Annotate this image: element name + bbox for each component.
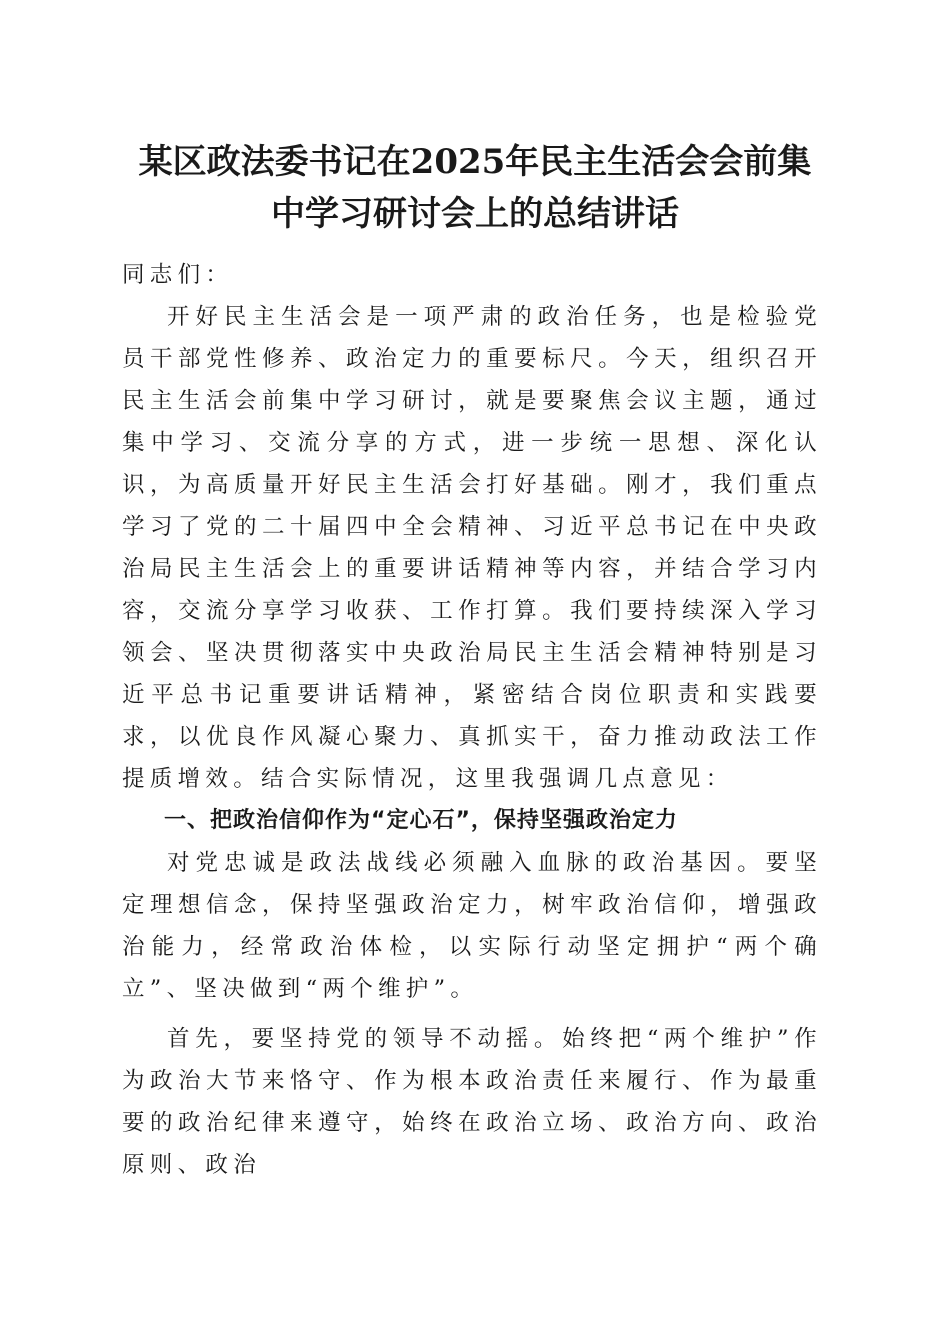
salutation: 同志们： [122, 262, 234, 288]
section-heading-1: 一、把政治信仰作为“定心石”，保持坚强政治定力 [164, 808, 678, 833]
title-line-2: 中学习研讨会上的总结讲话 [271, 194, 679, 234]
paragraph-loyalty: 对党忠诚是政法战线必须融入血脉的政治基因。要坚定理想信念，保持坚强政治定力，树牢政治信仰，增强政治能力，经常政治体检，以实际行动坚定拥护“两个确立”、坚决做到“两个维护”。 [122, 850, 822, 1002]
paragraph-first-point: 首先，要坚持党的领导不动摇。始终把“两个维护”作为政治大节来恪守、作为根本政治责任来履行、作为最重要的政治纪律来遵守，始终在政治立场、政治方向、政治原则、政治 [122, 1026, 822, 1178]
paragraph-intro: 开好民主生活会是一项严肃的政治任务，也是检验党员干部党性修养、政治定力的重要标尺。今天，组织召开民主生活会前集中学习研讨，就是要聚焦会议主题，通过集中学习、交流分享的方式，进一步统一思想、深化认识，为高质量开好民主生活会打好基础。刚才，我们重点学习了党的二十届四中全会精神、习近平总书记在中央政治局民主生活会上的重要讲话精神等内容，并结合学习内容，交流分享学习收获、工作打算。我们要持续深入学习领会、坚决贯彻落实中央政治局民主生活会精神特别是习近平总书记重要讲话精神，紧密结合岗位职责和实践要求，以优良作风凝心聚力、真抓实干，奋力推动政法工作提质增效。结合实际情况，这里我强调几点意见： [122, 304, 822, 792]
paragraph-gap [122, 1010, 822, 1018]
document-title [100, 136, 850, 240]
document-body [122, 254, 822, 1186]
title-line-1: 某区政法委书记在2025年民主生活会会前集 [138, 142, 812, 182]
